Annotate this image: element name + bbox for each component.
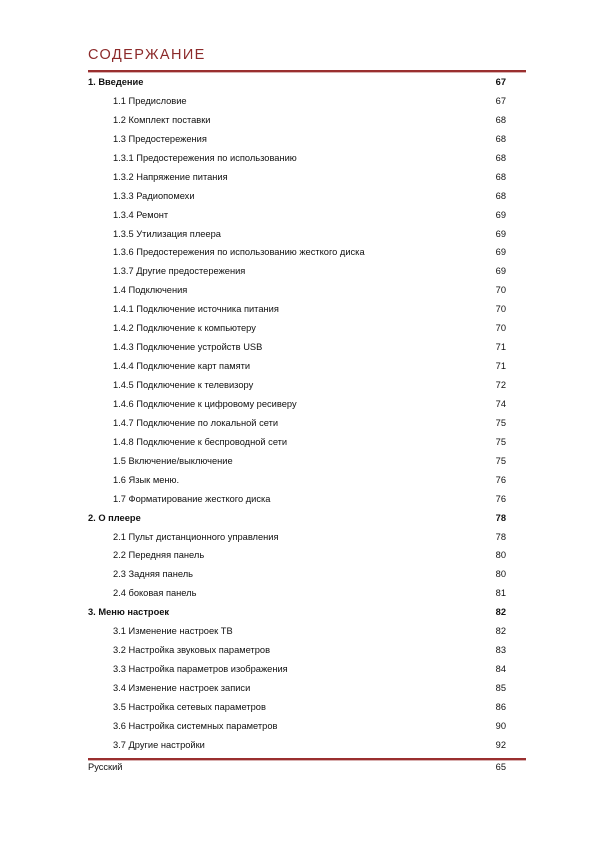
toc-entry-page: 68 bbox=[495, 133, 506, 144]
toc-entry[interactable] bbox=[88, 168, 506, 187]
toc-entry-label: 3. Меню настроек bbox=[88, 607, 170, 618]
toc-entry-page: 83 bbox=[495, 645, 506, 656]
toc-entry-label: 3.1 Изменение настроек ТВ bbox=[113, 626, 233, 637]
toc-entry[interactable] bbox=[88, 111, 506, 130]
toc-entry-page: 67 bbox=[495, 77, 506, 87]
toc-entry[interactable] bbox=[88, 622, 506, 641]
toc-entry-page: 84 bbox=[495, 664, 506, 675]
toc-entry-label: 2.4 боковая панель bbox=[113, 588, 197, 599]
toc-entry-label: 2.2 Передняя панель bbox=[113, 550, 205, 561]
toc-entry-label: 1.3 Предостережения bbox=[113, 133, 207, 144]
toc-entry-page: 68 bbox=[495, 190, 506, 201]
toc-entry[interactable] bbox=[88, 262, 506, 281]
toc-entry-label: 1.3.2 Напряжение питания bbox=[113, 171, 228, 182]
toc-entry[interactable] bbox=[88, 376, 506, 395]
toc-entry-page: 68 bbox=[495, 152, 506, 163]
toc-entry-page: 75 bbox=[495, 417, 506, 428]
toc-entry-page: 81 bbox=[495, 588, 506, 599]
toc-entry-label: 1.4.2 Подключение к компьютеру bbox=[113, 323, 256, 334]
toc-entry-page: 92 bbox=[495, 739, 506, 750]
toc-entry[interactable] bbox=[88, 660, 506, 679]
toc-entry[interactable] bbox=[88, 736, 506, 755]
toc-entry-page: 69 bbox=[495, 266, 506, 277]
toc-entry-page: 82 bbox=[495, 626, 506, 637]
toc-entry-label: 1.4.8 Подключение к беспроводной сети bbox=[113, 436, 288, 447]
toc-section-entry[interactable] bbox=[88, 509, 506, 528]
toc-entry[interactable] bbox=[88, 452, 506, 471]
toc-entry-label: 3.6 Настройка системных параметров bbox=[113, 720, 278, 731]
toc-entry[interactable] bbox=[88, 679, 506, 698]
toc-entry-label: 3.2 Настройка звуковых параметров bbox=[113, 645, 271, 656]
toc-entry[interactable] bbox=[88, 300, 506, 319]
toc-entry-label: 1.4 Подключения bbox=[113, 285, 188, 296]
toc-entry-page: 80 bbox=[495, 550, 506, 561]
toc-entry-page: 76 bbox=[495, 493, 506, 504]
toc-entry[interactable] bbox=[88, 641, 506, 660]
toc-entry[interactable] bbox=[88, 698, 506, 717]
toc-entry-label: 1.4.4 Подключение карт памяти bbox=[113, 361, 251, 372]
toc-entry[interactable] bbox=[88, 414, 506, 433]
toc-entry-label: 1.3.5 Утилизация плеера bbox=[113, 228, 221, 239]
toc-entry-page: 90 bbox=[495, 720, 506, 731]
toc-entry-page: 69 bbox=[495, 247, 506, 258]
toc-entry-label: 1.4.7 Подключение по локальной сети bbox=[113, 417, 279, 428]
toc-entry-page: 74 bbox=[495, 398, 506, 409]
toc-entry-label: 1.3.3 Радиопомехи bbox=[113, 190, 195, 201]
footer-page-number: 65 bbox=[495, 762, 506, 772]
toc-entry-page: 70 bbox=[495, 285, 506, 296]
toc-entry[interactable] bbox=[88, 338, 506, 357]
toc-entry-page: 70 bbox=[495, 304, 506, 315]
toc-entry[interactable] bbox=[88, 584, 506, 603]
toc-entry-page: 71 bbox=[495, 361, 506, 372]
toc-entry-label: 1.4.1 Подключение источника питания bbox=[113, 304, 279, 315]
toc-entry[interactable] bbox=[88, 471, 506, 490]
table-of-contents bbox=[88, 73, 506, 755]
toc-entry[interactable] bbox=[88, 490, 506, 509]
toc-entry-page: 70 bbox=[495, 323, 506, 334]
toc-entry-label: 3.7 Другие настройки bbox=[113, 739, 205, 750]
toc-entry-label: 2.1 Пульт дистанционного управления bbox=[113, 531, 279, 542]
toc-entry-page: 75 bbox=[495, 436, 506, 447]
toc-entry[interactable] bbox=[88, 319, 506, 338]
footer-language: Русский bbox=[88, 762, 123, 772]
toc-entry-page: 85 bbox=[495, 683, 506, 693]
toc-entry[interactable] bbox=[88, 225, 506, 244]
toc-entry-label: 3.4 Изменение настроек записи bbox=[113, 683, 251, 693]
toc-entry-page: 78 bbox=[495, 531, 506, 542]
toc-entry-label: 2. О плеере bbox=[88, 512, 141, 523]
toc-entry[interactable] bbox=[88, 149, 506, 168]
toc-entry[interactable] bbox=[88, 357, 506, 376]
toc-entry-label: 2.3 Задняя панель bbox=[113, 569, 193, 580]
toc-entry[interactable] bbox=[88, 433, 506, 452]
toc-entry[interactable] bbox=[88, 717, 506, 736]
toc-entry-label: 1.4.6 Подключение к цифровому ресиверу bbox=[113, 398, 297, 409]
toc-entry-page: 69 bbox=[495, 209, 506, 220]
toc-entry-label: 3.5 Настройка сетевых параметров bbox=[113, 701, 266, 712]
toc-entry[interactable] bbox=[88, 206, 506, 225]
toc-entry-page: 68 bbox=[495, 171, 506, 182]
toc-entry-label: 1.3.4 Ремонт bbox=[113, 209, 169, 220]
toc-entry[interactable] bbox=[88, 187, 506, 206]
toc-entry[interactable] bbox=[88, 565, 506, 584]
toc-entry-label: 1.3.6 Предостережения по использованию жесткого диска bbox=[113, 247, 365, 258]
toc-section-entry[interactable] bbox=[88, 603, 506, 622]
toc-entry-page: 82 bbox=[495, 607, 506, 618]
toc-entry[interactable] bbox=[88, 281, 506, 300]
toc-entry[interactable] bbox=[88, 130, 506, 149]
toc-entry-label: 1.3.7 Другие предостережения bbox=[113, 266, 246, 277]
toc-entry-page: 78 bbox=[495, 512, 506, 523]
toc-entry-page: 71 bbox=[495, 342, 506, 353]
toc-entry-label: 1.7 Форматирование жесткого диска bbox=[113, 493, 271, 504]
toc-entry[interactable] bbox=[88, 546, 506, 565]
toc-entry[interactable] bbox=[88, 243, 506, 262]
toc-entry-page: 67 bbox=[495, 95, 506, 106]
page-title: СОДЕРЖАНИЕ bbox=[88, 47, 206, 63]
toc-entry-label: 1.2 Комплект поставки bbox=[113, 114, 211, 125]
toc-entry-page: 72 bbox=[495, 380, 506, 390]
toc-entry-label: 1.6 Язык меню. bbox=[113, 474, 180, 485]
toc-entry-page: 76 bbox=[495, 474, 506, 485]
toc-entry-label: 3.3 Настройка параметров изображения bbox=[113, 664, 288, 675]
toc-entry-page: 75 bbox=[495, 455, 506, 466]
toc-entry-page: 68 bbox=[495, 114, 506, 125]
toc-entry-label: 1. Введение bbox=[88, 77, 144, 87]
toc-entry[interactable] bbox=[88, 528, 506, 547]
toc-entry-page: 86 bbox=[495, 701, 506, 712]
toc-section-entry[interactable] bbox=[88, 73, 506, 92]
toc-entry[interactable] bbox=[88, 92, 506, 111]
toc-entry-page: 80 bbox=[495, 569, 506, 580]
footer-divider-shadow bbox=[88, 760, 526, 761]
toc-entry-label: 1.3.1 Предостережения по использованию bbox=[113, 152, 297, 163]
toc-entry-page: 69 bbox=[495, 228, 506, 239]
toc-entry-label: 1.4.5 Подключение к телевизору bbox=[113, 380, 254, 390]
toc-entry-label: 1.4.3 Подключение устройств USB bbox=[113, 342, 263, 353]
toc-entry-label: 1.1 Предисловие bbox=[113, 95, 187, 106]
toc-entry[interactable] bbox=[88, 395, 506, 414]
toc-entry-label: 1.5 Включение/выключение bbox=[113, 455, 233, 466]
